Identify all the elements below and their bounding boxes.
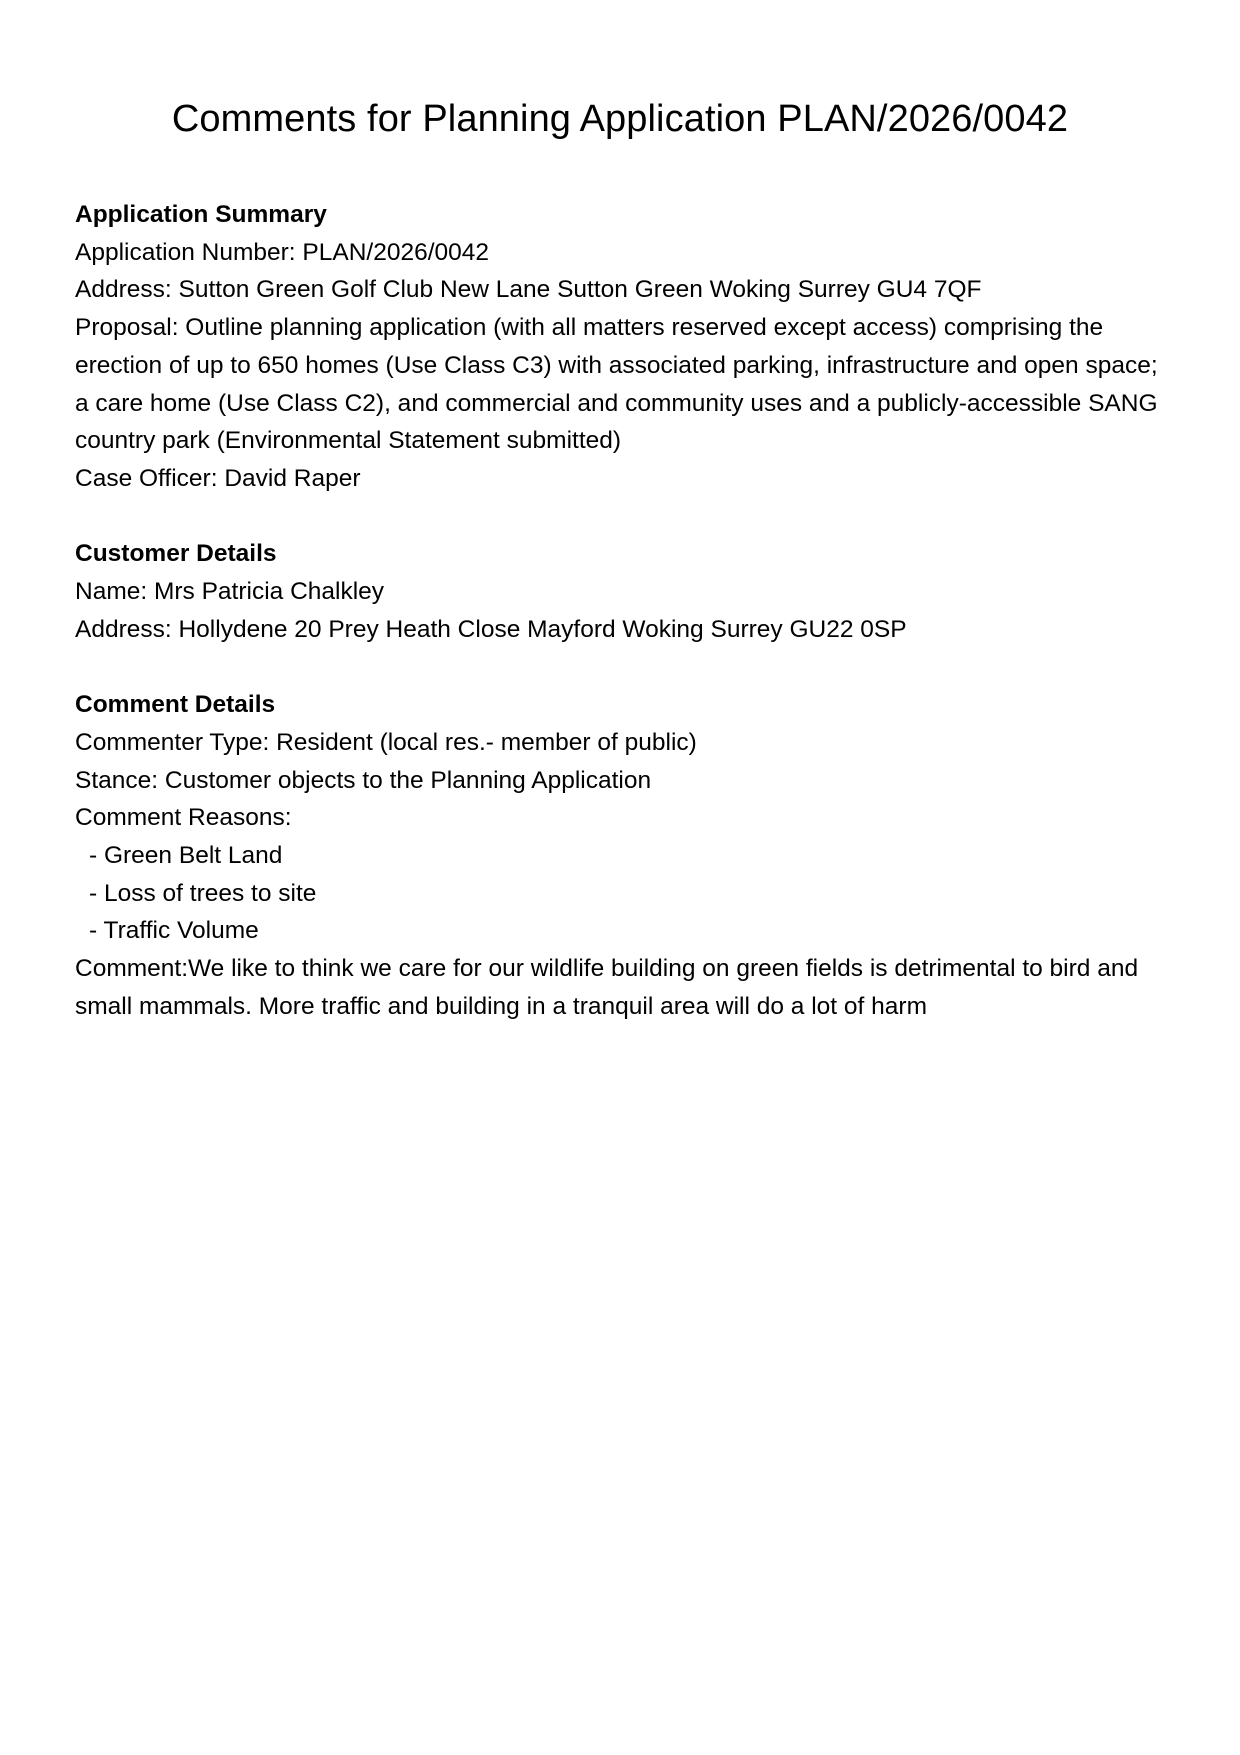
application-summary-section bbox=[75, 196, 1175, 498]
customer-address: Address: Hollydene 20 Prey Heath Close Mayford Woking Surrey GU22 0SP bbox=[75, 615, 907, 643]
comment-reason-item: - Green Belt Land bbox=[89, 841, 283, 869]
customer-name: Name: Mrs Patricia Chalkley bbox=[75, 578, 385, 606]
case-officer: Case Officer: David Raper bbox=[75, 464, 361, 492]
application-address: Address: Sutton Green Golf Club New Lane Sutton Green Woking Surrey GU4 7QF bbox=[75, 276, 982, 304]
document-title: Comments for Planning Application PLAN/2026/0042 bbox=[171, 98, 1069, 140]
application-proposal: Proposal: Outline planning application (with all matters reserved except access) comprising the erection of up to 650 homes (Use Class C3) with associated parking, infrastructure and open space; a care home (Use Class C2), and commercial and community uses and a publicly-accessible SANG country park (Environmental Statement submitted) bbox=[75, 314, 1158, 455]
comment-reason-item: - Traffic Volume bbox=[89, 917, 259, 945]
comment-details-heading: Comment Details bbox=[75, 691, 276, 719]
commenter-type: Commenter Type: Resident (local res.- member of public) bbox=[75, 728, 697, 756]
comment-details-section bbox=[75, 686, 1175, 1025]
customer-details-section bbox=[75, 535, 1175, 648]
document-content bbox=[75, 196, 1175, 1063]
stance: Stance: Customer objects to the Planning Application bbox=[75, 766, 652, 794]
comment-reason-item: - Loss of trees to site bbox=[89, 879, 317, 907]
application-summary-heading: Application Summary bbox=[75, 201, 327, 228]
comment-text: Comment:We like to think we care for our wildlife building on green fields is detrimental to bird and small mammals. More traffic and building in a tranquil area will do a lot of harm bbox=[75, 955, 1139, 1020]
application-number: Application Number: PLAN/2026/0042 bbox=[75, 238, 490, 266]
customer-details-heading: Customer Details bbox=[75, 540, 277, 568]
comment-reasons-label: Comment Reasons: bbox=[75, 804, 292, 832]
